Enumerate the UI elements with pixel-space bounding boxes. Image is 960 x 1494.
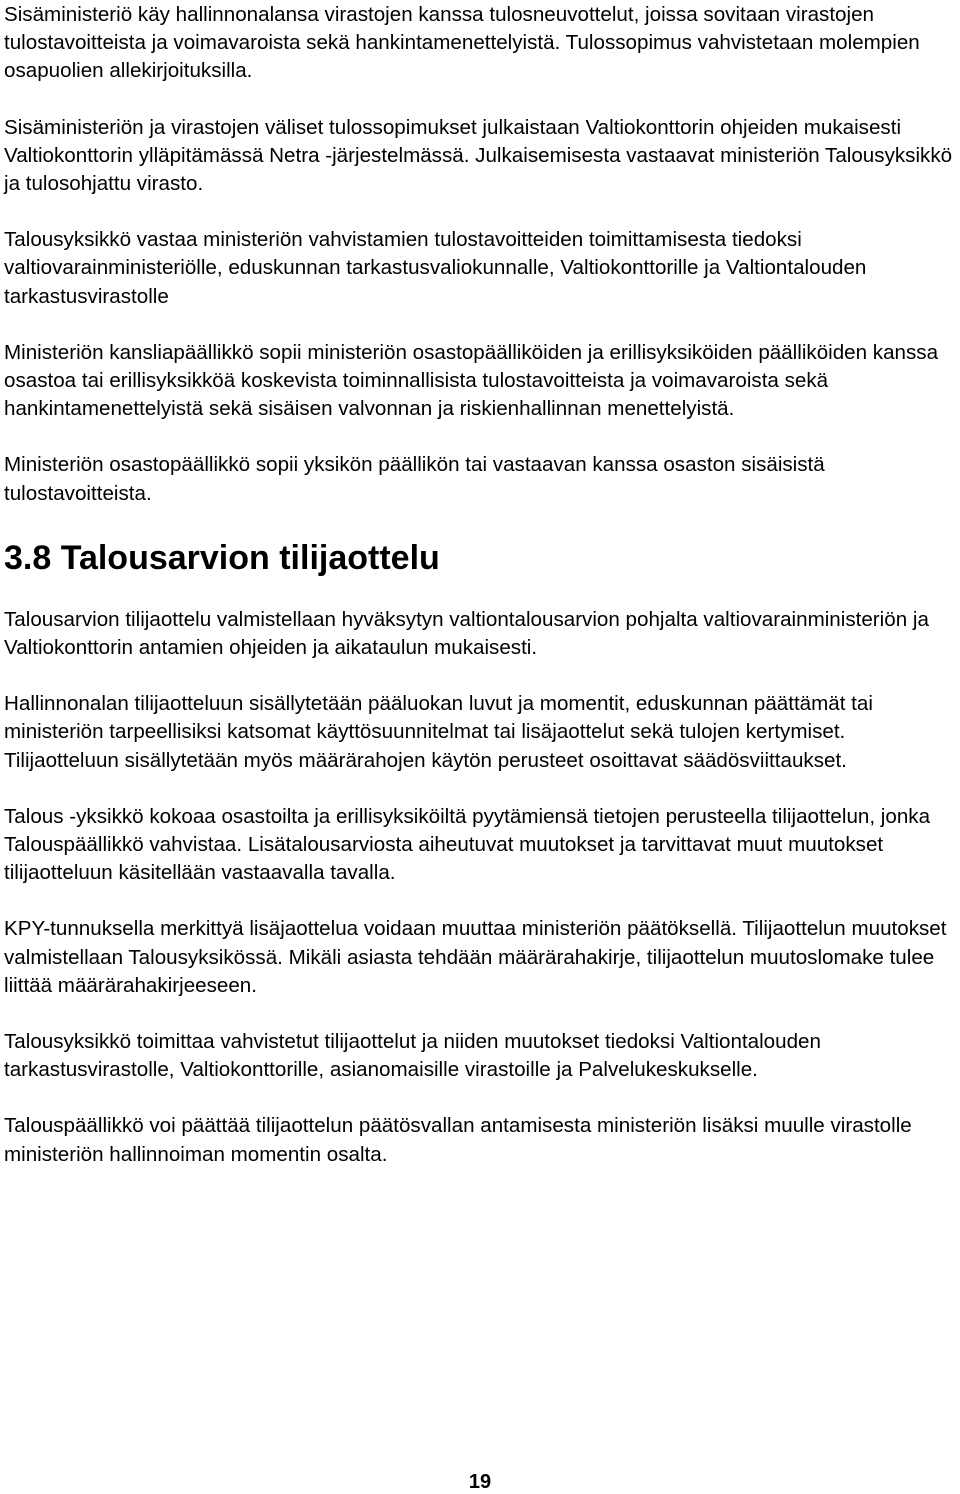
- paragraph: Hallinnonalan tilijaotteluun sisällytetään pääluokan luvut ja momentit, eduskunnan päättämät tai ministeriön tarpeellisiksi katsomat käyttösuunnitelmat tai lisäjaottelut sekä tulojen kertymiset. Tilijaotteluun sisällytetään myös määrärahojen käytön perusteet osoittavat säädösviittaukset.: [4, 692, 873, 772]
- paragraph: Ministeriön kansliapäällikkö sopii ministeriön osastopäälliköiden ja erillisyksiköiden päälliköiden kanssa osastoa tai erillisyksikköä koskevista toiminnallisista tulostavoitteista ja voimavaroista sekä hankintamenettelyistä sekä sisäisen valvonnan ja riskienhallinnan menettelyistä.: [4, 340, 939, 421]
- paragraph: Sisäministeriö käy hallinnonalansa virastojen kanssa tulosneuvottelut, joissa sovitaan virastojen tulostavoitteista ja voimavaroista sekä hankintamenettelyistä. Tulossopimus vahvistetaan molempien osapuolien allekirjoituksilla.: [4, 3, 920, 83]
- page-number: 19: [468, 1471, 492, 1493]
- paragraph: Talous -yksikkö kokoaa osastoilta ja erillisyksiköiltä pyytämiensä tietojen perusteella tilijaottelun, jonka Talouspäällikkö vahvistaa. Lisätalousarviosta aiheutuvat muutokset ja tarvittavat muut muutokset tilijaotteluun käsitellään vastaavalla tavalla.: [4, 804, 931, 885]
- paragraph: Ministeriön osastopäällikkö sopii yksikön päällikön tai vastaavan kanssa osaston sisäisistä tulostavoitteista.: [4, 453, 825, 505]
- document-page: [4, 1, 956, 1197]
- paragraph: Talouspäällikkö voi päättää tilijaottelun päätösvallan antamisesta ministeriön lisäksi muulle virastolle ministeriön hallinnoiman momentin osalta.: [4, 1114, 912, 1166]
- paragraph: Talousyksikkö toimittaa vahvistetut tilijaottelut ja niiden muutokset tiedoksi Valtiontalouden tarkastusvirastolle, Valtiokonttorille, asianomaisille virastoille ja Palvelukeskukselle.: [4, 1030, 821, 1082]
- paragraph: Sisäministeriön ja virastojen väliset tulossopimukset julkaistaan Valtiokonttorin ohjeiden mukaisesti Valtiokonttorin ylläpitämässä Netra -järjestelmässä. Julkaisemisesta vastaavat ministeriön Talousyksikkö ja tulosohjattu virasto.: [4, 115, 953, 196]
- section-heading: 3.8 Talousarvion tilijaottelu: [4, 538, 440, 577]
- paragraph: Talousyksikkö vastaa ministeriön vahvistamien tulostavoitteiden toimittamisesta tiedoksi valtiovarainministeriölle, eduskunnan tarkastusvaliokunnalle, Valtiokonttorille ja Valtiontalouden tarkastusvirastolle: [4, 228, 867, 308]
- paragraph: KPY-tunnuksella merkittyä lisäjaottelua voidaan muuttaa ministeriön päätöksellä. Tilijaottelun muutokset valmistellaan Talousyksikössä. Mikäli asiasta tehdään määrärahakirje, tilijaottelun muutoslomake tulee liittää määrärahakirjeeseen.: [4, 917, 947, 997]
- paragraph: Talousarvion tilijaottelu valmistellaan hyväksytyn valtiontalousarvion pohjalta valtiovarainministeriön ja Valtiokonttorin antamien ohjeiden ja aikataulun mukaisesti.: [4, 607, 929, 660]
